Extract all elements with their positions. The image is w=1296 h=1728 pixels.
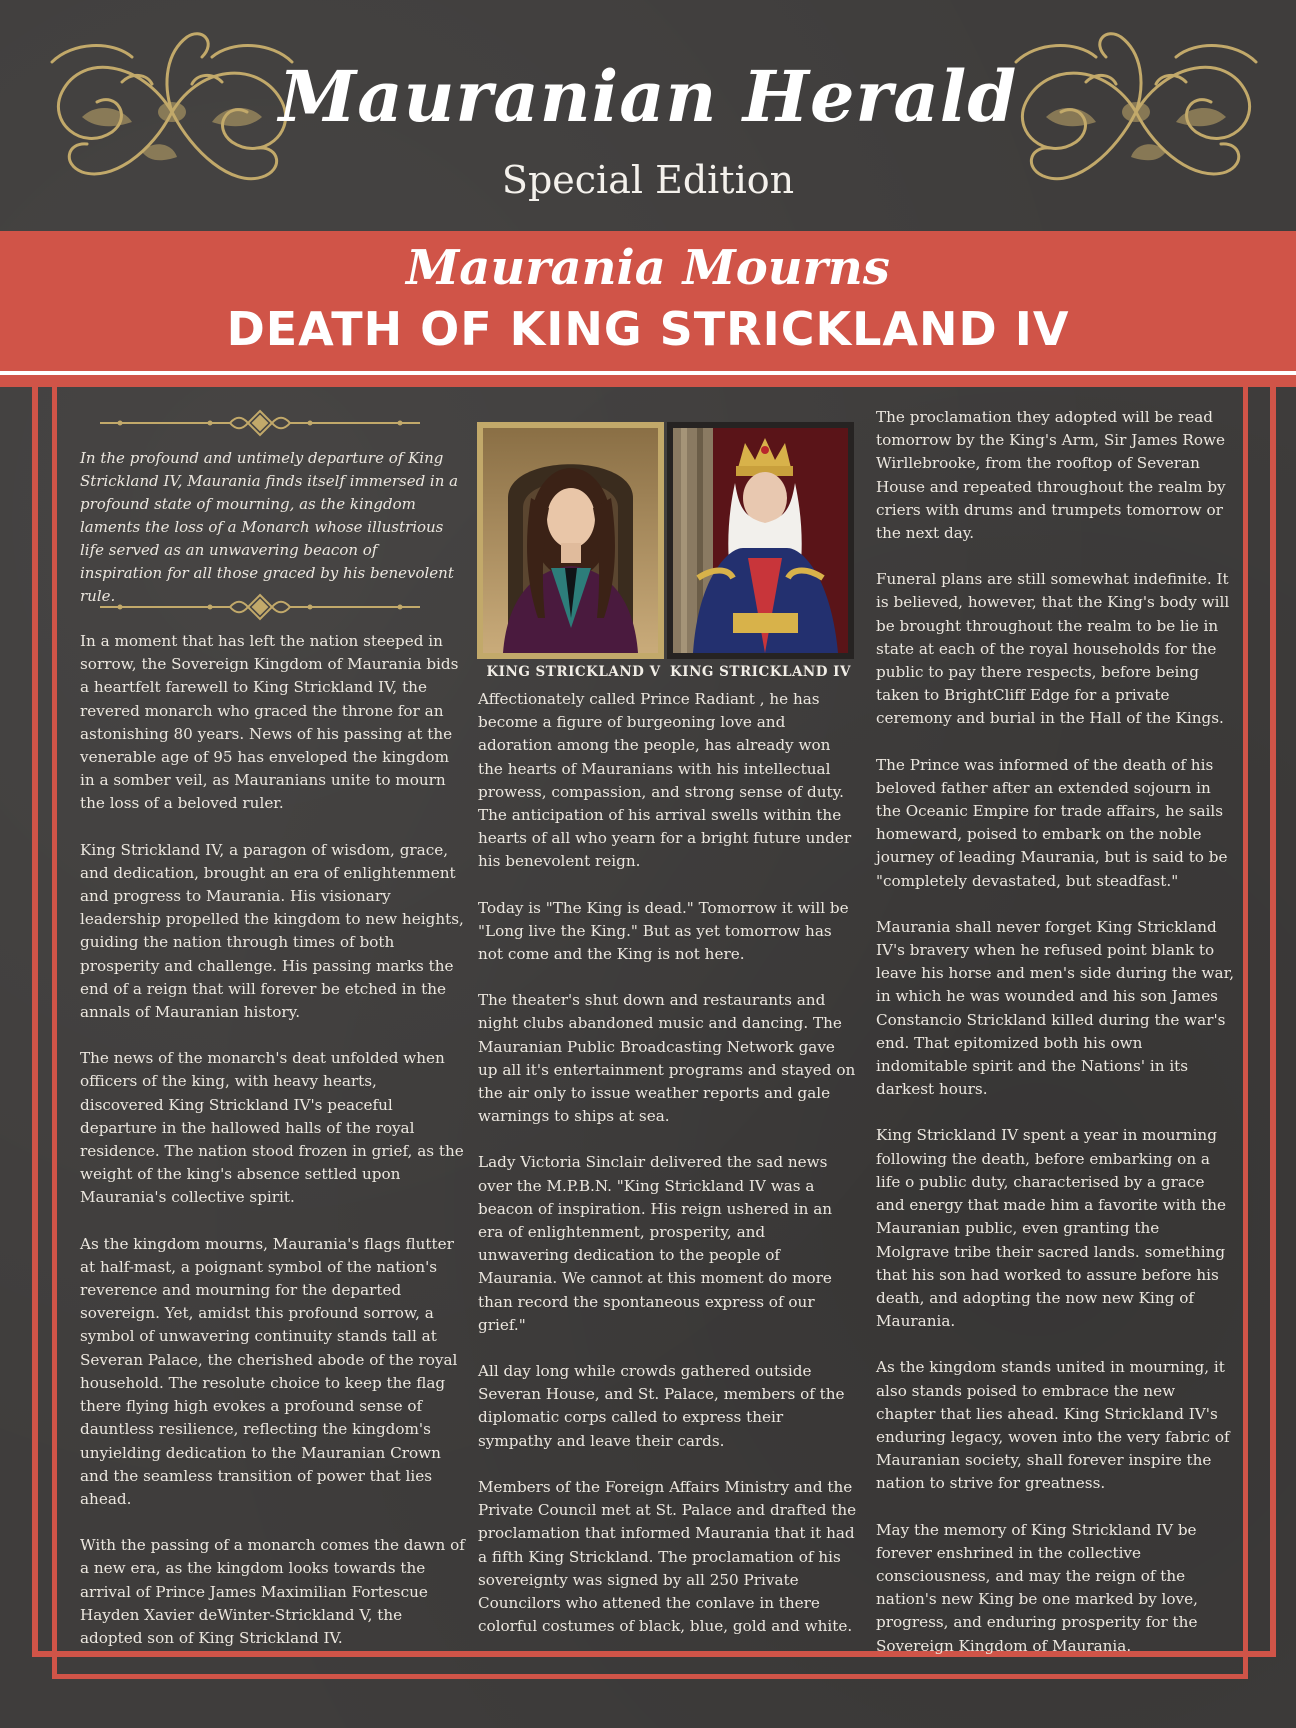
portrait-caption-king-strickland-iv: KING STRICKLAND IV bbox=[670, 664, 851, 680]
article-paragraph: Members of the Foreign Affairs Ministry and the Private Council met at St. Palace and drafted the proclamation that informed Maurania that it had a fifth King Strickland. The proclamation of his sovereignty was signed by all 250 Private Councilors who attened the conlave in there colorful costumes of black, blue, gold and white. bbox=[478, 1477, 857, 1636]
article-paragraph: The Prince was informed of the death of his beloved father after an extended sojourn in the Oceanic Empire for trade affairs, he sails homeward, poised to embark on the noble journey of leading Maurania, but is said to be "completely devastated, but steadfast." bbox=[876, 755, 1228, 890]
portrait-king-strickland-iv bbox=[667, 422, 854, 659]
article-paragraph: The news of the monarch's deat unfolded when officers of the king, with heavy hearts, discovered King Strickland IV's peaceful departure in the hallowed halls of the royal residence. The nation stood frozen in grief, as the weight of the king's absence settled upon Maurania's collective spirit. bbox=[80, 1049, 464, 1207]
article-paragraph: Funeral plans are still somewhat indefinite. It is believed, however, that the King's body will be brought throughout the realm to be lie in state at each of the royal households for the public to pay there respects, before being taken to BrightCliff Edge for a private ceremony and burial in the Hall of the Kings. bbox=[876, 570, 1230, 728]
ornamental-divider-bottom bbox=[100, 592, 420, 622]
portrait-caption-king-strickland-v: KING STRICKLAND V bbox=[486, 664, 661, 680]
article-paragraph: The theater's shut down and restaurants and night clubs abandoned music and dancing. The Mauranian Public Broadcasting Network gave up all it's entertainment programs and stayed on the air only to issue weather reports and gale warnings to ships at sea. bbox=[478, 991, 856, 1126]
article-paragraph: As the kingdom stands united in mourning, it also stands poised to embrace the new chapter that lies ahead. King Strickland IV's enduring legacy, woven into the very fabric of Mauranian society, shall forever inspire the nation to strive for greatness. bbox=[876, 1358, 1230, 1493]
article-paragraph: In a moment that has left the nation steeped in sorrow, the Sovereign Kingdom of Maurania bids a heartfelt farewell to King Strickland IV, the revered monarch who graced the throne for an astonishing 80 years. News of his passing at the venerable age of 95 has enveloped the kingdom in a somber veil, as Mauranians unite to mourn the loss of a beloved ruler. bbox=[80, 632, 459, 813]
headline-line-2: DEATH OF KING STRICKLAND IV bbox=[226, 302, 1070, 356]
article-paragraph: Affectionately called Prince Radiant , he has become a figure of burgeoning love and adoration among the people, has already won the hearts of Mauranians with his intellectual prowess, compassion, and strong sense of duty. The anticipation of his arrival swells within the hearts of all who yearn for a bright future under his benevolent reign. bbox=[478, 690, 852, 871]
headline-line-1: Maurania Mourns bbox=[406, 240, 890, 296]
edition-label: Special Edition bbox=[501, 158, 795, 202]
article-paragraph: The proclamation they adopted will be read tomorrow by the King's Arm, Sir James Rowe Wirllebrooke, from the rooftop of Severan House and repeated throughout the realm by criers with drums and trumpets tomorrow or the next day. bbox=[876, 408, 1226, 543]
article-column-2 bbox=[478, 688, 858, 1661]
article-paragraph: King Strickland IV, a paragon of wisdom, grace, and dedication, brought an era of enlightenment and progress to Maurania. His visionary leadership propelled the kingdom to new heights, guiding the nation through times of both prosperity and challenge. His passing marks the end of a reign that will forever be etched in the annals of Mauranian history. bbox=[80, 840, 464, 1022]
article-paragraph: Lady Victoria Sinclair delivered the sad news over the M.P.B.N. "King Strickland IV was a beacon of inspiration. His reign ushered in an era of enlightenment, prosperity, and unwavering dedication to the people of Maurania. We cannot at this moment do more than record the spontaneous express of our grief." bbox=[478, 1153, 833, 1334]
article-column-3 bbox=[876, 406, 1236, 1681]
newspaper-title: Mauranian Herald bbox=[278, 55, 1018, 138]
article-paragraph: As the kingdom mourns, Maurania's flags flutter at half-mast, a poignant symbol of the nation's reverence and mourning for the departed sovereign. Yet, amidst this profound sorrow, a symbol of unwavering continuity stands tall at Severan Palace, the cherished abode of the royal household. The resolute choice to keep the flag there flying high evokes a profound sense of dauntless resilience, reflecting the kingdom's unyielding dedication to the Mauranian Crown and the seamless transition of power that lies ahead. bbox=[80, 1234, 458, 1508]
article-paragraph: May the memory of King Strickland IV be forever enshrined in the collective consciousness, and may the reign of the nation's new King be one marked by love, progress, and enduring prosperity for the Sovereign Kingdom of Maurania. bbox=[876, 1520, 1198, 1655]
article-paragraph: With the passing of a monarch comes the dawn of a new era, as the kingdom looks towards the arrival of Prince James Maximilian Fortescue Hayden Xavier deWinter-Strickland V, the adopted son of King Strickland IV. bbox=[80, 1536, 465, 1647]
article-paragraph: King Strickland IV spent a year in mourning following the death, before embarking on a life o public duty, characterised by a grace and energy that made him a favorite with the Mauranian public, even granting the Molgrave tribe their sacred lands. something that his son had worked to assure before his death, and adopting the now new King of Maurania. bbox=[876, 1126, 1227, 1331]
article-column-1 bbox=[80, 630, 465, 1673]
intro-paragraph: In the profound and untimely departure of King Strickland IV, Maurania finds itself immersed in a profound state of mourning, as the kingdom laments the loss of a Monarch whose illustrious life served as an unwavering beacon of inspiration for all those graced by his benevolent rule. bbox=[80, 449, 459, 605]
article-paragraph: Maurania shall never forget King Strickland IV's bravery when he refused point blank to leave his horse and men's side during the war, in which he was wounded and his son James Constancio Strickland killed during the war's end. That epitomized both his own indomitable spirit and the Nations' in its darkest hours. bbox=[876, 917, 1235, 1099]
portrait-king-strickland-v bbox=[477, 422, 664, 659]
headline-band-lower-rule bbox=[0, 375, 1296, 387]
masthead bbox=[0, 0, 1296, 230]
article-paragraph: All day long while crowds gathered outside Severan House, and St. Palace, members of the diplomatic corps called to express their sympathy and leave their cards. bbox=[478, 1362, 845, 1450]
ornamental-divider-top bbox=[100, 408, 420, 438]
article-paragraph: Today is "The King is dead." Tomorrow it will be "Long live the King." But as yet tomorrow has not come and the King is not here. bbox=[478, 898, 849, 964]
